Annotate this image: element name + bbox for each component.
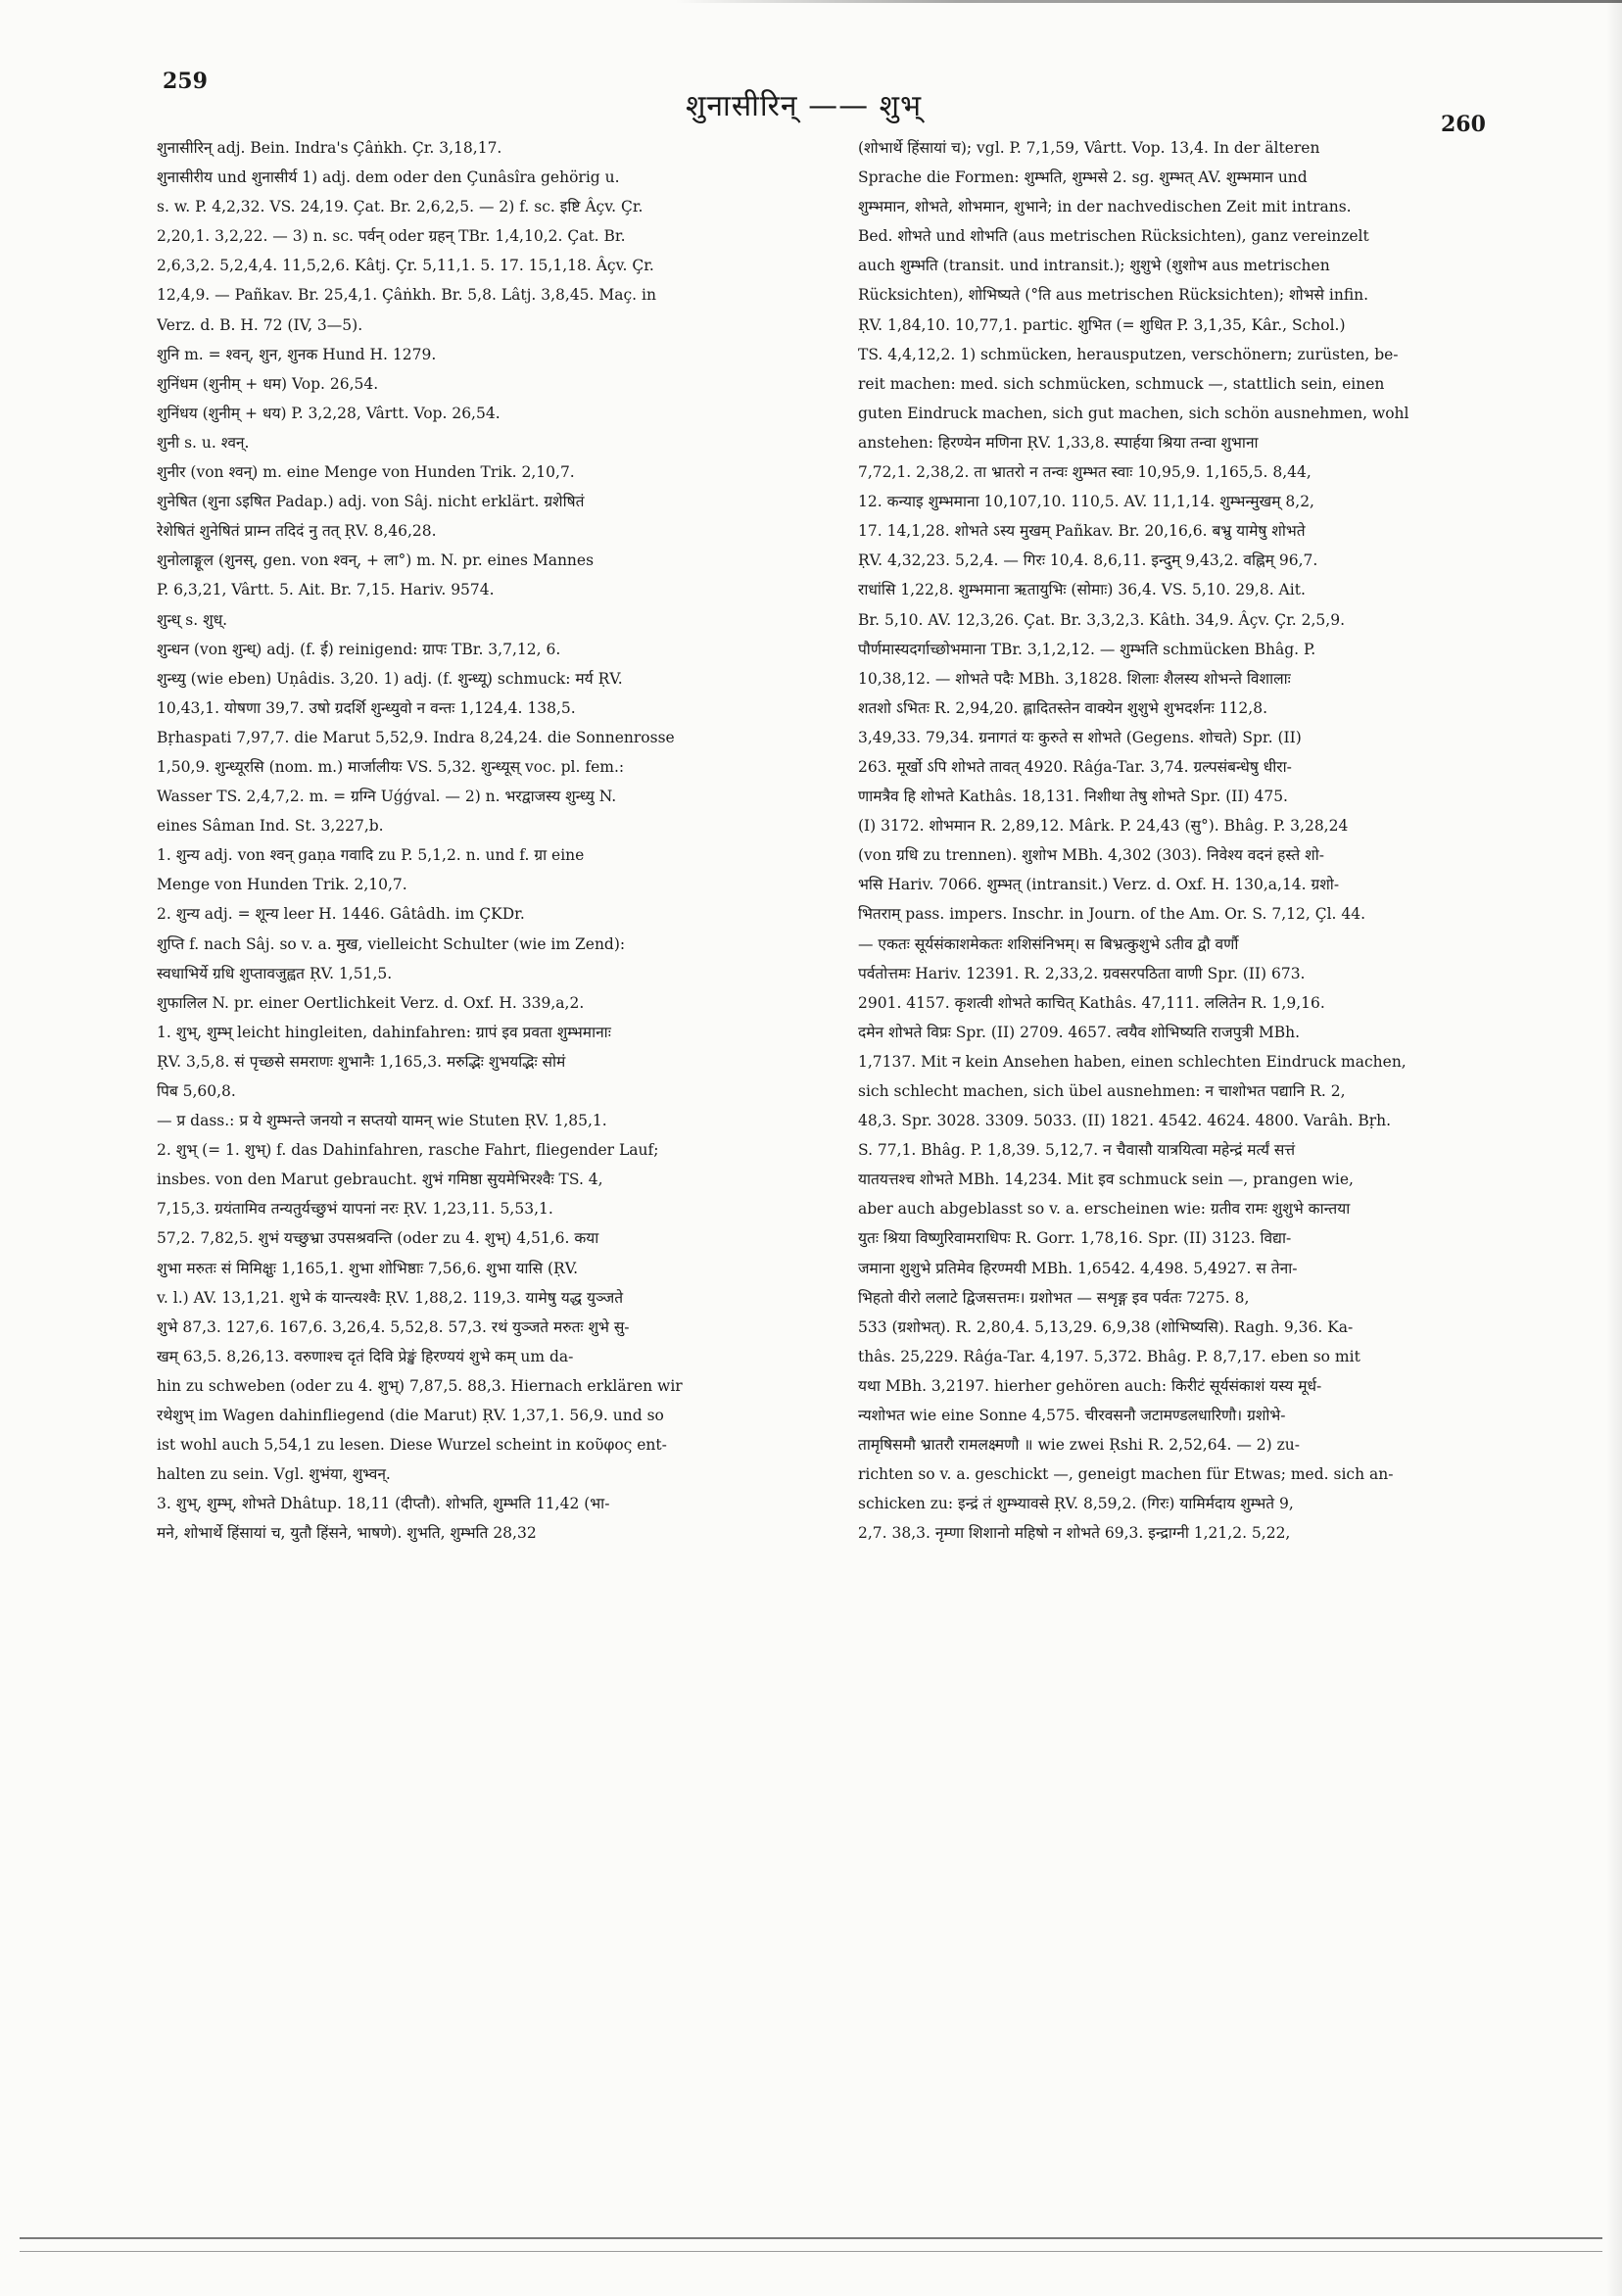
text-line: 1. शुभ्, शुम्भ् leicht hingleiten, dahinfahren: ग्रापं इव प्रवता शुम्भमानाः — [157, 1023, 611, 1041]
text-line: 2,20,1. 3,2,22. — 3) n. sc. पर्वन् oder ग्रहन् TBr. 1,4,10,2. Çat. Br. — [157, 227, 626, 246]
text-line: richten so v. a. geschickt —, geneigt machen für Etwas; med. sich an- — [858, 1465, 1394, 1484]
text-line: thâs. 25,229. Râǵa-Tar. 4,197. 5,372. Bhâg. P. 8,7,17. eben so mit — [858, 1347, 1360, 1365]
scan-top-edge-rule — [676, 0, 1622, 3]
right-column — [858, 133, 1534, 1549]
text-line: शुनी s. u. श्वन्. — [157, 433, 250, 452]
text-line: णामत्रैव हि शोभते Kathâs. 18,131. निशीथा तेषु शोभते Spr. (II) 475. — [858, 788, 1288, 806]
text-line: ṚV. 3,5,8. सं पृच्छसे समराणः शुभानैः 1,165,3. मरुद्भिः शुभयद्भिः सोमं — [157, 1052, 566, 1071]
text-line: — एकतः सूर्यसंकाशमेकतः शशिसंनिभम्। स बिभ्रत्कुशुभे ऽतीव द्वौ वर्णौ — [858, 934, 1239, 953]
text-line: ṚV. 1,84,10. 10,77,1. partic. शुभित (= शुधित P. 3,1,35, Kâr., Schol.) — [858, 315, 1346, 334]
text-line: Wasser TS. 2,4,7,2. m. = ग्रग्नि Uǵǵval. — 2) n. भरद्वाजस्य शुन्ध्यु N. — [157, 788, 617, 806]
text-line: ist wohl auch 5,54,1 zu lesen. Diese Wurzel scheint in κοῦφος ent- — [157, 1436, 667, 1455]
left-column — [157, 133, 833, 1549]
text-line: शतशो ऽभितः R. 2,94,20. ह्लादितस्तेन वाक्येन शुशुभे शुभदर्शनः 112,8. — [858, 698, 1267, 717]
text-line: ṚV. 4,32,23. 5,2,4. — गिरः 10,4. 8,6,11. इन्दुम् 9,43,2. वह्निम् 96,7. — [858, 551, 1318, 570]
text-line: 10,43,1. योषणा 39,7. उषो ग्रदर्शि शुन्ध्युवो न वन्तः 1,124,4. 138,5. — [157, 698, 576, 717]
text-line: शुफालिल N. pr. einer Oertlichkeit Verz. d. Oxf. H. 339,a,2. — [157, 993, 585, 1012]
text-line: 1,50,9. शुन्ध्यूरसि (nom. m.) मार्जालीयः VS. 5,32. शुन्ध्यूस् voc. pl. fem.: — [157, 757, 625, 776]
text-line: युतः श्रिया विष्णुरिवामराधिपः R. Gorr. 1,78,16. Spr. (II) 3123. विद्या- — [858, 1229, 1292, 1248]
page-number-left: 259 — [163, 69, 208, 94]
text-line: (von ग्रधि zu trennen). शुशोभ MBh. 4,302 (303). निवेश्य वदनं हस्ते शो- — [858, 846, 1324, 865]
text-line: 2. शुभ् (= 1. शुभ्) f. das Dahinfahren, rasche Fahrt, fliegender Lauf; — [157, 1141, 659, 1160]
page-number-right: 260 — [1441, 112, 1486, 137]
text-line: खम् 63,5. 8,26,13. वरुणाश्च दृतं दिवि प्रेङ्खं हिरण्ययं शुभे कम् um da- — [157, 1347, 574, 1365]
text-line: शुनोलाङ्गूल (शुनस्, gen. von श्वन्, + ला°) m. N. pr. eines Mannes — [157, 551, 595, 570]
text-line: auch शुम्भति (transit. und intransit.); शुशुभे (शुशोभ aus metrischen — [858, 257, 1330, 275]
text-line: anstehen: हिरण्येन मणिना ṚV. 1,33,8. स्पार्हया श्रिया तन्वा शुभाना — [858, 433, 1259, 452]
text-line: insbes. von den Marut gebraucht. शुभं गमिष्ठा सुयमेभिरश्वैः TS. 4, — [157, 1171, 603, 1189]
text-line: sich schlecht machen, sich übel ausnehmen: न चाशोभत पद्यानि R. 2, — [858, 1082, 1346, 1100]
text-line: भितराम् pass. impers. Inschr. in Journ. of the Am. Or. S. 7,12, Çl. 44. — [858, 905, 1366, 924]
text-line: 12,4,9. — Pañkav. Br. 25,4,1. Çâṅkh. Br. 5,8. Lâtj. 3,8,45. Maç. in — [157, 286, 656, 305]
text-line: शुनिंधय (शुनीम् + धय) P. 3,2,28, Vârtt. Vop. 26,54. — [157, 404, 501, 422]
text-line: 1,7137. Mit न kein Ansehen haben, einen schlechten Eindruck machen, — [858, 1052, 1407, 1071]
text-line: hin zu schweben (oder zu 4. शुभ्) 7,87,5. 88,3. Hiernach erklären wir — [157, 1376, 683, 1395]
text-line: पौर्णमास्यदर्गाच्छोभमाना TBr. 3,1,2,12. — शुम्भति schmücken Bhâg. P. — [858, 640, 1316, 658]
text-line: भिहतो वीरो ललाटे द्विजसत्तमः। ग्रशोभत — सशृङ्ग इव पर्वतः 7275. 8, — [858, 1288, 1250, 1307]
text-line: Menge von Hunden Trik. 2,10,7. — [157, 876, 407, 894]
text-line: 263. मूर्खो ऽपि शोभते तावत् 4920. Râǵa-Tar. 3,74. ग्रल्पसंबन्धेषु धीरा- — [858, 757, 1292, 776]
text-line: schicken zu: इन्द्रं तं शुम्भ्यावसे ṚV. 8,59,2. (गिरः) यामिर्मदाय शुम्भते 9, — [858, 1495, 1294, 1513]
text-line: शुन्धन (von शुन्ध्) adj. (f. ई) reinigend: ग्रापः TBr. 3,7,12, 6. — [157, 640, 561, 658]
text-line: Sprache die Formen: शुम्भति, शुम्भसे 2. sg. शुम्भत् AV. शुम्भमान und — [858, 168, 1308, 187]
text-line: 57,2. 7,82,5. शुभं यच्छुभ्रा उपसश्रवन्ति (oder zu 4. शुभ्) 4,51,6. कया — [157, 1229, 599, 1248]
text-line: पर्वतोत्तमः Hariv. 12391. R. 2,33,2. ग्रवसरपठिता वाणी Spr. (II) 673. — [858, 964, 1306, 982]
text-line: TS. 4,4,12,2. 1) schmücken, herausputzen, verschönern; zurüsten, be- — [858, 345, 1399, 363]
text-line: यथा MBh. 3,2197. hierher gehören auch: किरीटं सूर्यसंकाशं यस्य मूर्ध- — [858, 1376, 1322, 1395]
text-line: राधांसि 1,22,8. शुम्भमाना ऋतायुभिः (सोमाः) 36,4. VS. 5,10. 29,8. Ait. — [858, 581, 1306, 599]
bottom-rule-thin — [20, 2251, 1602, 2252]
text-line: शुन्ध् s. शुध्. — [157, 610, 228, 629]
text-line: Rücksichten), शोभिष्यते (°ति aus metrischen Rücksichten); शोभसे infin. — [858, 286, 1369, 305]
text-line: शुनिंधम (शुनीम् + धम) Vop. 26,54. — [157, 374, 379, 393]
text-line: शुनेषित (शुना ऽइषित Padap.) adj. von Sâj. nicht erklärt. ग्रशेषितं — [157, 493, 585, 511]
text-line: रेशेषितं शुनेषितं प्राम्न तदिदं नु तत् ṚV. 8,46,28. — [157, 522, 437, 541]
text-line: — प्र dass.: प्र ये शुम्भन्ते जनयो न सप्तयो यामन् wie Stuten ṚV. 1,85,1. — [157, 1112, 607, 1130]
text-line: P. 6,3,21, Vârtt. 5. Ait. Br. 7,15. Hariv. 9574. — [157, 581, 495, 599]
text-line: Bṛhaspati 7,97,7. die Marut 5,52,9. Indra 8,24,24. die Sonnenrosse — [157, 728, 675, 746]
text-line: 1. शुन्य adj. von श्वन् gaṇa गवादि zu P. 5,1,2. n. und f. ग्रा eine — [157, 846, 585, 865]
text-line: Br. 5,10. AV. 12,3,26. Çat. Br. 3,3,2,3. Kâth. 34,9. Âçv. Çr. 2,5,9. — [858, 610, 1345, 629]
text-line: reit machen: med. sich schmücken, schmuck —, stattlich sein, einen — [858, 374, 1385, 393]
text-line: शुनि m. = श्वन्, शुन, शुनक Hund H. 1279. — [157, 345, 437, 363]
text-line: शुभे 87,3. 127,6. 167,6. 3,26,4. 5,52,8. 57,3. रथं युञ्जते मरुतः शुभे सु- — [157, 1317, 630, 1336]
text-line: शुम्भमान, शोभते, शोभमान, शुभाने; in der nachvedischen Zeit mit intrans. — [858, 198, 1352, 216]
text-line: शुन्ध्यु (wie eben) Uṇâdis. 3,20. 1) adj. (f. शुन्ध्यू) schmuck: मर्य ṚV. — [157, 669, 623, 688]
text-line: शुभा मरुतः सं मिमिक्षुः 1,165,1. शुभा शोभिष्ठाः 7,56,6. शुभा यासि (ṚV. — [157, 1259, 579, 1277]
text-line: 7,15,3. ग्रयंतामिव तन्यतुर्यच्छुभं यापनां नरः ṚV. 1,23,11. 5,53,1. — [157, 1200, 553, 1219]
text-line: स्वधाभिर्ये ग्रधि शुप्तावजुह्वत ṚV. 1,51,5. — [157, 964, 393, 982]
text-line: 3,49,33. 79,34. ग्रनागतं यः कुरुते स शोभते (Gegens. शोचते) Spr. (II) — [858, 728, 1302, 746]
text-line: शुनासीरीय und शुनासीर्य 1) adj. dem oder den Çunâsîra gehörig u. — [157, 168, 620, 187]
text-line: तामृषिसमौ भ्रातरौ रामलक्ष्मणौ ॥ wie zwei Ṛshi R. 2,52,64. — 2) zu- — [858, 1436, 1300, 1455]
text-line: रथेशुभ् im Wagen dahinfliegend (die Marut) ṚV. 1,37,1. 56,9. und so — [157, 1407, 664, 1425]
text-line: aber auch abgeblasst so v. a. erscheinen wie: ग्रतीव रामः शुशुभे कान्तया — [858, 1200, 1351, 1219]
text-line: halten zu sein. Vgl. शुभंया, शुभ्वन्. — [157, 1465, 391, 1484]
text-line: भसि Hariv. 7066. शुम्भत् (intransit.) Verz. d. Oxf. H. 130,a,14. ग्रशो- — [858, 876, 1340, 894]
text-line: पिब 5,60,8. — [157, 1082, 236, 1100]
text-line: Verz. d. B. H. 72 (IV, 3—5). — [157, 315, 363, 334]
text-line: 12. कन्याइ शुम्भमाना 10,107,10. 110,5. AV. 11,1,14. शुम्भन्मुखम् 8,2, — [858, 493, 1314, 511]
text-line: जमाना शुशुभे प्रतिमेव हिरण्मयी MBh. 1,6542. 4,498. 5,4927. स तेना- — [858, 1259, 1298, 1277]
text-line: Bed. शोभते und शोभति (aus metrischen Rücksichten), ganz vereinzelt — [858, 227, 1369, 246]
text-line: यातयत्तश्च शोभते MBh. 14,234. Mit इव schmuck sein —, prangen wie, — [858, 1171, 1354, 1189]
text-line: 3. शुभ्, शुम्भ्, शोभते Dhâtup. 18,11 (दीप्तौ). शोभति, शुम्भति 11,42 (भा- — [157, 1495, 610, 1513]
text-line: v. l.) AV. 13,1,21. शुभे कं यान्त्यश्वैः ṚV. 1,88,2. 119,3. यामेषु यद्ध युञ्जते — [157, 1288, 624, 1307]
text-line: शुनासीरिन् adj. Bein. Indra's Çâṅkh. Çr. 3,18,17. — [157, 139, 502, 157]
running-head: शुनासीरिन् —— शुभ् — [686, 89, 923, 123]
text-line: (शोभार्थे हिंसायां च); vgl. P. 7,1,59, Vârtt. Vop. 13,4. In der älteren — [858, 139, 1320, 157]
text-line: s. w. P. 4,2,32. VS. 24,19. Çat. Br. 2,6,2,5. — 2) f. sc. इष्टि Âçv. Çr. — [157, 198, 644, 216]
text-line: मने, शोभार्थे हिंसायां च, युतौ हिंसने, भाषणे). शुभति, शुम्भति 28,32 — [157, 1524, 537, 1543]
text-line: न्यशोभत wie eine Sonne 4,575. चीरवसनौ जटामण्डलधारिणौ। ग्रशोभे- — [858, 1407, 1286, 1425]
text-line: (I) 3172. शोभमान R. 2,89,12. Mârk. P. 24,43 (सु°). Bhâg. P. 3,28,24 — [858, 817, 1349, 836]
text-line: guten Eindruck machen, sich gut machen, sich schön ausnehmen, wohl — [858, 404, 1409, 422]
text-line: 17. 14,1,28. शोभते ऽस्य मुखम् Pañkav. Br. 20,16,6. बभ्रु यामेषु शोभते — [858, 522, 1306, 541]
bottom-rule — [20, 2237, 1602, 2239]
text-line: 10,38,12. — शोभते पदैः MBh. 3,1828. शिलाः शैलस्य शोभन्ते विशालाः — [858, 669, 1291, 688]
text-line: 2,7. 38,3. नृम्णा शिशानो महिषो न शोभते 69,3. इन्द्राग्नी 1,21,2. 5,22, — [858, 1524, 1291, 1543]
text-line: शुनीर (von श्वन्) m. eine Menge von Hunden Trik. 2,10,7. — [157, 463, 575, 482]
text-line: 2901. 4157. कृशत्वी शोभते काचित् Kathâs. 47,111. ललितेन R. 1,9,16. — [858, 993, 1325, 1012]
text-line: 533 (ग्रशोभत्). R. 2,80,4. 5,13,29. 6,9,38 (शोभिष्यसि). Ragh. 9,36. Ka- — [858, 1317, 1354, 1336]
text-line: 2,6,3,2. 5,2,4,4. 11,5,2,6. Kâtj. Çr. 5,11,1. 5. 17. 15,1,18. Âçv. Çr. — [157, 257, 654, 275]
scan-right-edge-shade — [1606, 0, 1622, 2296]
text-line: S. 77,1. Bhâg. P. 1,8,39. 5,12,7. न चैवासौ यात्रयित्वा महेन्द्रं मर्त्यं सत्तं — [858, 1141, 1296, 1160]
text-line: 48,3. Spr. 3028. 3309. 5033. (II) 1821. 4542. 4624. 4800. Varâh. Bṛh. — [858, 1112, 1392, 1130]
text-line: 7,72,1. 2,38,2. ता भ्रातरो न तन्वः शुम्भत स्वाः 10,95,9. 1,165,5. 8,44, — [858, 463, 1312, 482]
text-line: शुप्ति f. nach Sâj. so v. a. मुख, vielleicht Schulter (wie im Zend): — [157, 934, 626, 953]
text-line: 2. शुन्य adj. = शून्य leer H. 1446. Gâtâdh. im ÇKDr. — [157, 905, 525, 924]
text-line: eines Sâman Ind. St. 3,227,b. — [157, 817, 384, 836]
text-line: दमेन शोभते विप्रः Spr. (II) 2709. 4657. त्वयैव शोभिष्यति राजपुत्री MBh. — [858, 1023, 1301, 1041]
